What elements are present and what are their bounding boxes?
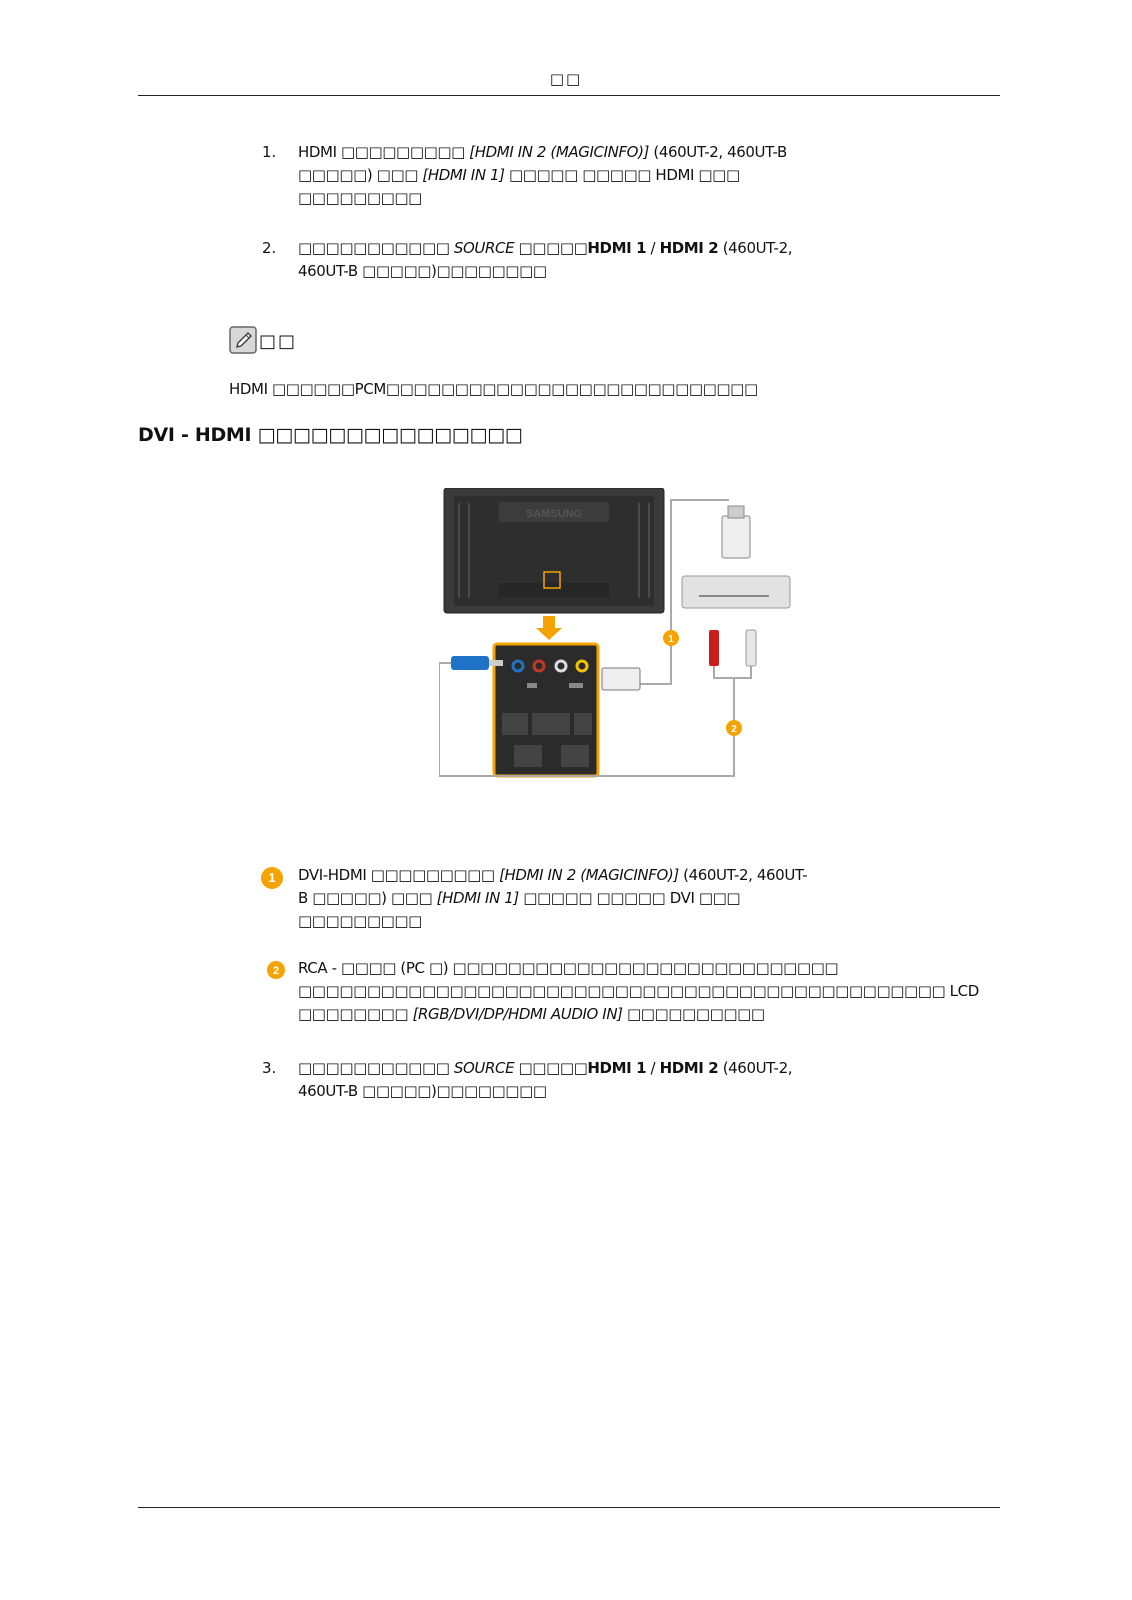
arrow-down-icon: [536, 616, 562, 640]
svg-text:2: 2: [272, 965, 280, 977]
bottom-step-1-text-2: B □□□□□) □□□ [HDMI IN 1] □□□□□ □□□□□ DVI □□□: [298, 889, 741, 907]
section-title: DVI - HDMI □□□□□□□□□□□□□□□: [138, 424, 523, 446]
note-pencil-icon: [229, 326, 259, 356]
connection-diagram: [439, 488, 819, 803]
diagram-badge-1: 1: [668, 634, 674, 645]
bottom-step-3-text-1: □□□□□□□□□□□ SOURCE □□□□□HDMI 1 / HDMI 2 (460UT-2,: [298, 1059, 793, 1077]
top-step-1-text-1: HDMI □□□□□□□□□ [HDMI IN 2 (MAGICINFO)] (460UT-2, 460UT-B: [298, 143, 787, 161]
dvi-connector: [722, 516, 750, 558]
top-step-1-number: 1.: [262, 143, 277, 161]
header-rule: [138, 95, 1000, 96]
top-step-2-number: 2.: [262, 239, 277, 257]
dvd-player: [682, 576, 790, 608]
bottom-step-2-text-1: RCA - □□□□ (PC □) □□□□□□□□□□□□□□□□□□□□□□□□□□□□: [298, 959, 839, 977]
hdmi-plug: [602, 668, 640, 690]
bottom-step-2-text-3: □□□□□□□□ [RGB/DVI/DP/HDMI AUDIO IN] □□□□□□□□□□: [298, 1005, 765, 1023]
bottom-step-1-text-3: □□□□□□□□□: [298, 912, 422, 930]
rca-red-plug: [709, 630, 719, 666]
bottom-step-3-text-2: 460UT-B □□□□□)□□□□□□□□: [298, 1082, 547, 1100]
svg-text:1: 1: [268, 870, 276, 885]
note-text: HDMI □□□□□□PCM□□□□□□□□□□□□□□□□□□□□□□□□□□□: [229, 380, 758, 398]
rca-white-plug: [746, 630, 756, 666]
stereo-plug: [451, 656, 489, 670]
top-step-1-text-2: □□□□□) □□□ [HDMI IN 1] □□□□□ □□□□□ HDMI □□□: [298, 166, 740, 184]
step-badge-1-icon: [260, 866, 284, 890]
bottom-step-3-number: 3.: [262, 1059, 277, 1077]
bottom-step-1-text-1: DVI-HDMI □□□□□□□□□ [HDMI IN 2 (MAGICINFO)] (460UT-2, 460UT-: [298, 866, 808, 884]
page-header-title: □□: [549, 70, 583, 88]
top-step-2-text-1: □□□□□□□□□□□ SOURCE □□□□□HDMI 1 / HDMI 2 (460UT-2,: [298, 239, 793, 257]
brand-text: SAMSUNG: [525, 508, 583, 520]
note-label: □□: [259, 330, 298, 352]
top-step-1-text-3: □□□□□□□□□: [298, 189, 422, 207]
step-badge-2-icon: [264, 958, 288, 982]
note-block: [229, 326, 297, 356]
diagram-badge-2: 2: [731, 724, 737, 735]
footer-rule: [138, 1507, 1000, 1508]
bottom-step-2-text-2: □□□□□□□□□□□□□□□□□□□□□□□□□□□□□□□□□□□□□□□□□□□□□□□ LCD: [298, 982, 979, 1000]
top-step-2-text-2: 460UT-B □□□□□)□□□□□□□□: [298, 262, 547, 280]
